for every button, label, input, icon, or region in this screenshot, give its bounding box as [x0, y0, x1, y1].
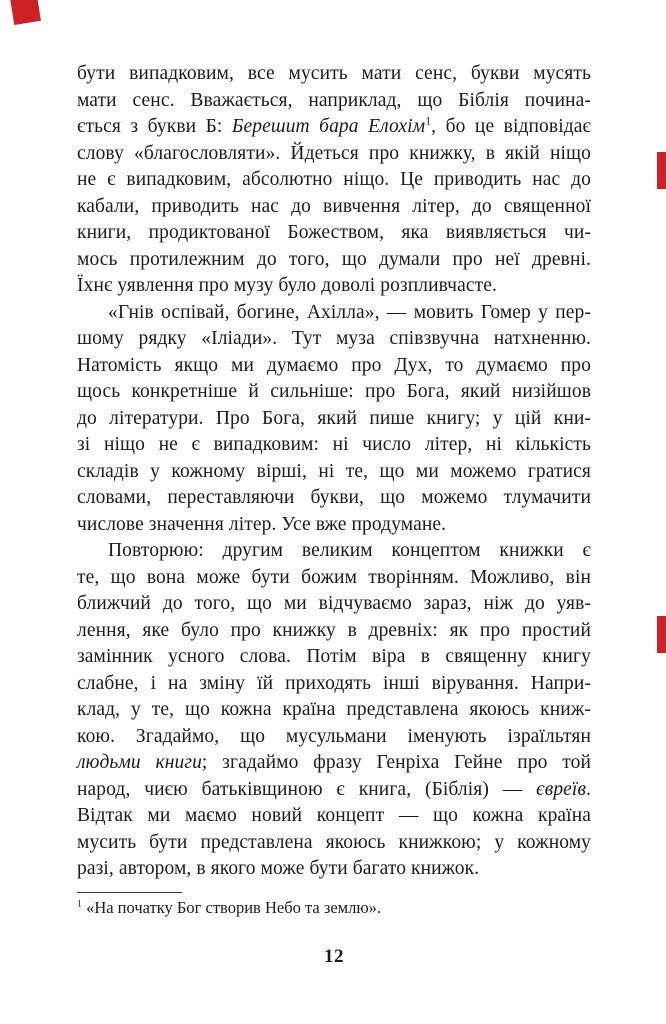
text-line: народ, чиєю батьківщиною є книга, (Біблія) — євреїв. [77, 778, 591, 800]
text-line: до літератури. Про Бога, який пише книгу; у цій кни- [77, 407, 591, 429]
text-line: разі, автором, в якого може бути багато книжок. [77, 858, 480, 879]
text-line: замінник усного слова. Потім віра в священну книгу [77, 646, 591, 667]
text-line: мось протилежним до того, що думали про неї древні. [77, 248, 591, 270]
text-line: «Гнів оспівай, богине, Ахілла», — мовить Гомер у пер- [108, 301, 591, 323]
text-line: клад, у те, що кожна країна представлена якоюсь книж- [77, 699, 591, 720]
text-line: слову «благословляти». Йдеться про книжку, в якій ніщо [77, 142, 591, 164]
text-line: ближчий до того, що ми відчуваємо зараз, ніж до уяв- [77, 593, 591, 614]
footnote [77, 892, 591, 925]
text-line: слабне, і на зміну їй приходять інші вірування. Напри- [77, 672, 591, 694]
text-line: кабали, приводить нас до вивчення літер, до священної [77, 195, 591, 217]
text-line: кою. Згадаймо, що мусульмани іменують ізраїльтян [77, 725, 591, 747]
text-line: Натомість якщо ми думаємо про Дух, то думаємо про [77, 354, 591, 376]
text-line: мусить бути представлена якоюсь книжкою; у кожному [77, 831, 591, 853]
footnote-text [77, 898, 591, 925]
body-text [77, 61, 591, 883]
text-line: Їхнє уявлення про музу було доволі розпливчасте. [77, 275, 497, 296]
text-line: словами, переставляючи букви, що можемо тлумачити [77, 487, 591, 508]
text-line: Повторюю: другим великим концептом книжки є [108, 540, 591, 561]
text-line: зі ніщо не є випадковим: ні число літер, ні кількість [77, 434, 591, 455]
corner-bookmark-mark [10, 0, 41, 25]
text-line: Відтак ми маємо новий концепт — що кожна країна [77, 805, 591, 826]
edge-highlight-mark-lower [657, 616, 666, 653]
text-line: не є випадковим, абсолютно ніщо. Це приводить нас до [77, 169, 591, 190]
text-line: книги, продиктованої Божеством, яка виявляється чи- [77, 222, 591, 243]
page-number: 12 [324, 946, 344, 967]
footnote-rule [77, 892, 182, 893]
edge-highlight-mark-upper [657, 152, 666, 189]
text-line: шому рядку «Іліади». Тут муза співзвучна натхненню. [77, 328, 591, 349]
text-line: те, що вона може бути божим творінням. Можливо, він [77, 566, 591, 588]
text-line: мати сенс. Вважається, наприклад, що Біблія почина- [77, 89, 591, 111]
text-line: ється з букви Б: Берешит бара Елохім$^1$, бо це відповідає [77, 114, 591, 137]
text-line: щось конкретніше й сильніше: про Бога, який низійшов [77, 381, 591, 402]
text-line: бути випадковим, все мусить мати сенс, букви мусять [77, 63, 591, 84]
text-line: людьми книги; згадаймо фразу Генріха Гейне про той [77, 752, 591, 773]
text-line: лення, яке було про книжку в древніх: як про простий [77, 619, 591, 641]
text-line: складів у кожному вірші, ні те, що ми можемо гратися [77, 460, 591, 482]
text-line: числове значення літер. Усе вже продумане. [77, 513, 447, 535]
text-line: $^1$ «На початку Бог створив Небо та землю». [77, 898, 382, 917]
